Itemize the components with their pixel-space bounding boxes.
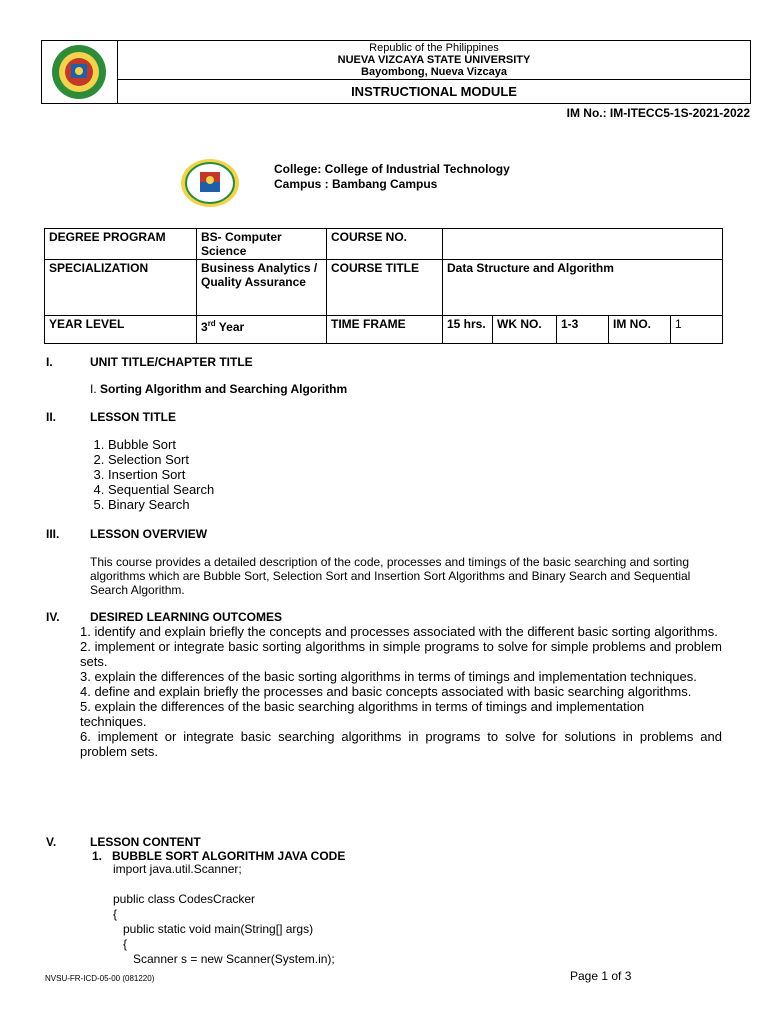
list-item: 3. Insertion Sort <box>108 467 214 482</box>
lesson-list <box>84 437 214 512</box>
code-line: { <box>113 937 128 951</box>
section-5-subtitle: 1. BUBBLE SORT ALGORITHM JAVA CODE <box>92 849 346 863</box>
code-line: Scanner s = new Scanner(System.in); <box>113 952 335 966</box>
section-2-number: II. <box>46 410 57 424</box>
list-item: 5. Binary Search <box>108 497 214 512</box>
table-row <box>45 260 723 316</box>
outcome-item: 2. implement or integrate basic sorting algorithms in simple programs to solve for simple problems and problem sets. <box>80 639 722 669</box>
code-line: public class CodesCracker <box>113 892 256 906</box>
header-line-republic: Republic of the Philippines <box>369 42 499 54</box>
lesson-overview: This course provides a detailed description of the code, processes and timings of the basic searching and sorting algorithms which are Bubble Sort, Selection Sort and Insertion Sort Algorithms and Binary Search and Sequential Search Algorithm. <box>90 555 691 597</box>
course-title-value: Data Structure and Algorithm <box>443 260 723 316</box>
course-title-label: COURSE TITLE <box>327 260 443 316</box>
university-logo-cell <box>42 41 118 103</box>
college-seal-icon <box>180 158 240 208</box>
module-title: INSTRUCTIONAL MODULE <box>351 84 517 99</box>
year-word: Year <box>215 320 245 334</box>
specialization-value: Business Analytics / Quality Assurance <box>197 260 327 316</box>
specialization-label: SPECIALIZATION <box>45 260 197 316</box>
form-code: NVSU-FR-ICD-05-00 (081220) <box>45 974 155 983</box>
section-4-title: DESIRED LEARNING OUTCOMES <box>90 610 283 624</box>
section-2-title: LESSON TITLE <box>90 410 177 424</box>
code-block <box>113 862 335 967</box>
outcome-item: 5. explain the differences of the basic searching algorithms in terms of timings and implementation <box>80 699 645 714</box>
college-info <box>274 162 510 192</box>
week-number-value: 1-3 <box>557 316 609 344</box>
outcome-item: 3. explain the differences of the basic sorting algorithms in terms of timings and implementation techniques. <box>80 669 697 684</box>
im-number-label: IM NO. <box>609 316 671 344</box>
header-institution <box>118 41 750 80</box>
course-info-table <box>44 228 723 344</box>
course-no-value <box>443 229 723 260</box>
section-1-title: UNIT TITLE/CHAPTER TITLE <box>90 355 253 369</box>
campus-name: Campus : Bambang Campus <box>274 177 438 191</box>
year-suffix: rd <box>207 319 216 328</box>
list-item: 2. Selection Sort <box>108 452 214 467</box>
list-item: 4. Sequential Search <box>108 482 214 497</box>
section-1-number: I. <box>46 355 53 369</box>
degree-label: DEGREE PROGRAM <box>45 229 197 260</box>
degree-value: BS- Computer Science <box>197 229 327 260</box>
year-number: 3 <box>201 320 208 334</box>
header-line-location: Bayombong, Nueva Vizcaya <box>361 66 507 78</box>
outcome-item: techniques. <box>80 714 147 729</box>
table-row <box>45 316 723 344</box>
code-line <box>113 877 335 892</box>
section-3-number: III. <box>46 527 60 541</box>
outcome-item: 6. implement or integrate basic searching algorithms in programs to solve for solutions in problems and problem sets. <box>80 729 722 759</box>
unit-title <box>90 382 347 396</box>
week-number-label: WK NO. <box>493 316 557 344</box>
code-line: import java.util.Scanner; <box>113 862 242 876</box>
time-frame-label: TIME FRAME <box>327 316 443 344</box>
im-number-value: 1 <box>671 316 723 344</box>
code-line: public static void main(String[] args) <box>113 922 314 936</box>
table-row <box>45 229 723 260</box>
section-3-title: LESSON OVERVIEW <box>90 527 208 541</box>
course-no-label: COURSE NO. <box>327 229 443 260</box>
header-box <box>41 40 751 104</box>
university-seal-icon <box>51 44 107 100</box>
im-number: IM No.: IM-ITECC5-1S-2021-2022 <box>566 106 750 120</box>
list-item: 1. Bubble Sort <box>108 437 214 452</box>
learning-outcomes <box>80 624 722 759</box>
page-number: Page 1 of 3 <box>570 969 632 983</box>
section-4-number: IV. <box>46 610 60 624</box>
header-line-university: NUEVA VIZCAYA STATE UNIVERSITY <box>337 54 531 66</box>
time-frame-value: 15 hrs. <box>443 316 493 344</box>
unit-title-prefix: I. <box>90 382 101 396</box>
year-level-label: YEAR LEVEL <box>45 316 197 344</box>
outcome-item: 4. define and explain briefly the processes and basic concepts associated with basic searching algorithms. <box>80 684 692 699</box>
outcome-item: 1. identify and explain briefly the concepts and processes associated with the different basic sorting algorithms. <box>80 624 718 639</box>
college-name: College: College of Industrial Technology <box>274 162 510 176</box>
unit-title-text: Sorting Algorithm and Searching Algorithm <box>100 382 348 396</box>
code-line: { <box>113 907 118 921</box>
year-level-value <box>197 316 327 344</box>
section-5-title: LESSON CONTENT <box>90 835 201 849</box>
section-5-number: V. <box>46 835 57 849</box>
